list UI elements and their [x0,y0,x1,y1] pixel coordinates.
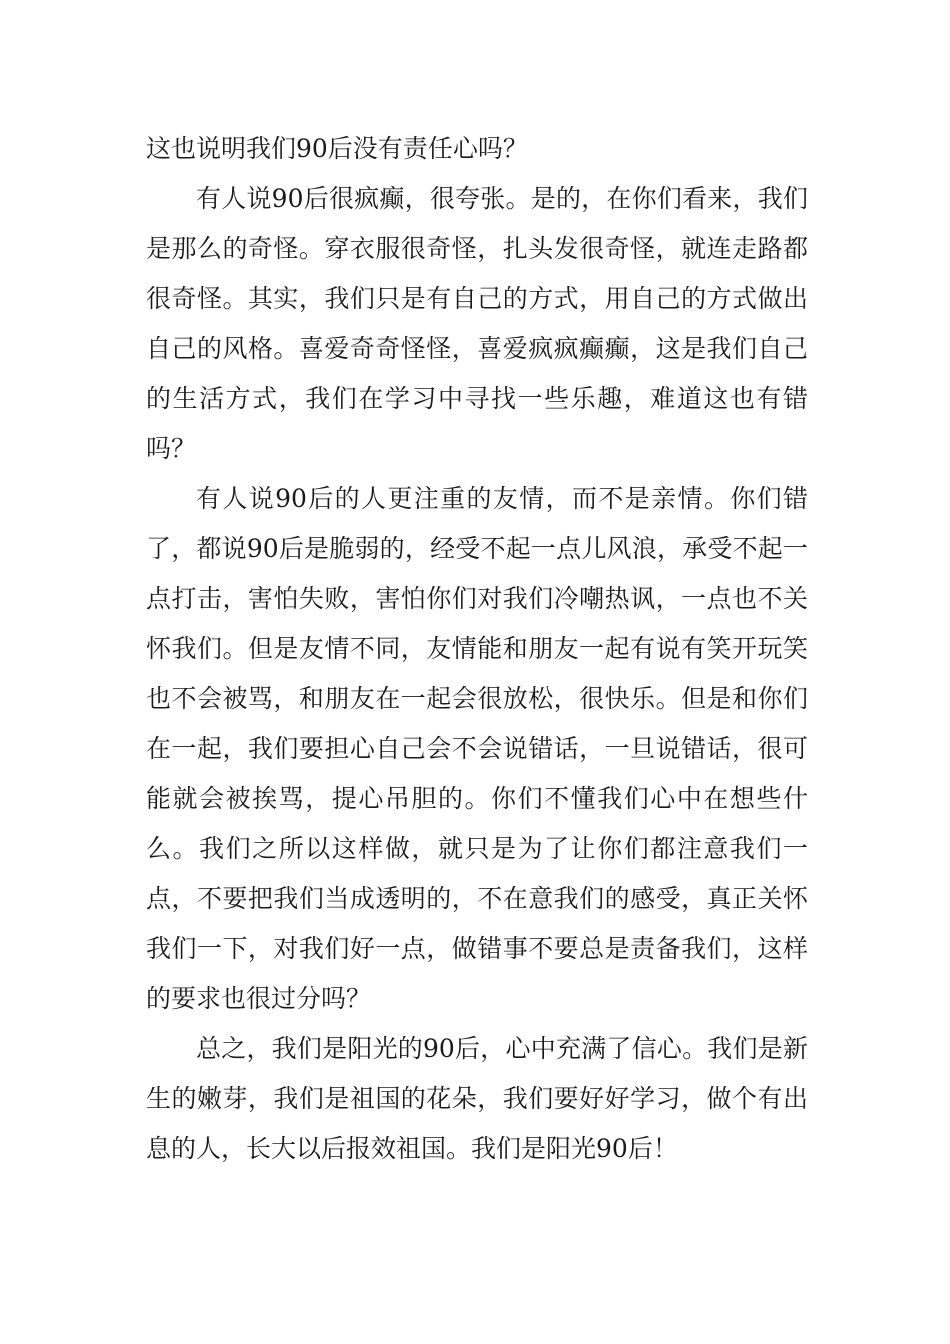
paragraph-2: 有人说90后很疯癫，很夸张。是的，在你们看来，我们是那么的奇怪。穿衣服很奇怪，扎头发很奇怪，就连走路都很奇怪。其实，我们只是有自己的方式，用自己的方式做出自己的风格。喜爱奇奇怪怪，喜爱疯疯癫癫，这是我们自己的生活方式，我们在学习中寻找一些乐趣，难道这也有错吗？ [146,184,808,463]
paragraph-4: 总之，我们是阳光的90后，心中充满了信心。我们是新生的嫩芽，我们是祖国的花朵，我们要好好学习，做个有出息的人，长大以后报效祖国。我们是阳光90后！ [146,1034,808,1163]
paragraph-3: 有人说90后的人更注重的友情，而不是亲情。你们错了，都说90后是脆弱的，经受不起一点儿风浪，承受不起一点打击，害怕失败，害怕你们对我们冷嘲热讽，一点也不关怀我们。但是友情不同，友情能和朋友一起有说有笑开玩笑也不会被骂，和朋友在一起会很放松，很快乐。但是和你们在一起，我们要担心自己会不会说错话，一旦说错话，很可能就会被挨骂，提心吊胆的。你们不懂我们心中在想些什么。我们之所以这样做，就只是为了让你们都注意我们一点，不要把我们当成透明的，不在意我们的感受，真正关怀我们一下，对我们好一点，做错事不要总是责备我们，这样的要求也很过分吗？ [146,484,808,1013]
paragraph-1: 这也说明我们90后没有责任心吗？ [146,134,528,163]
document-body [146,124,808,1174]
